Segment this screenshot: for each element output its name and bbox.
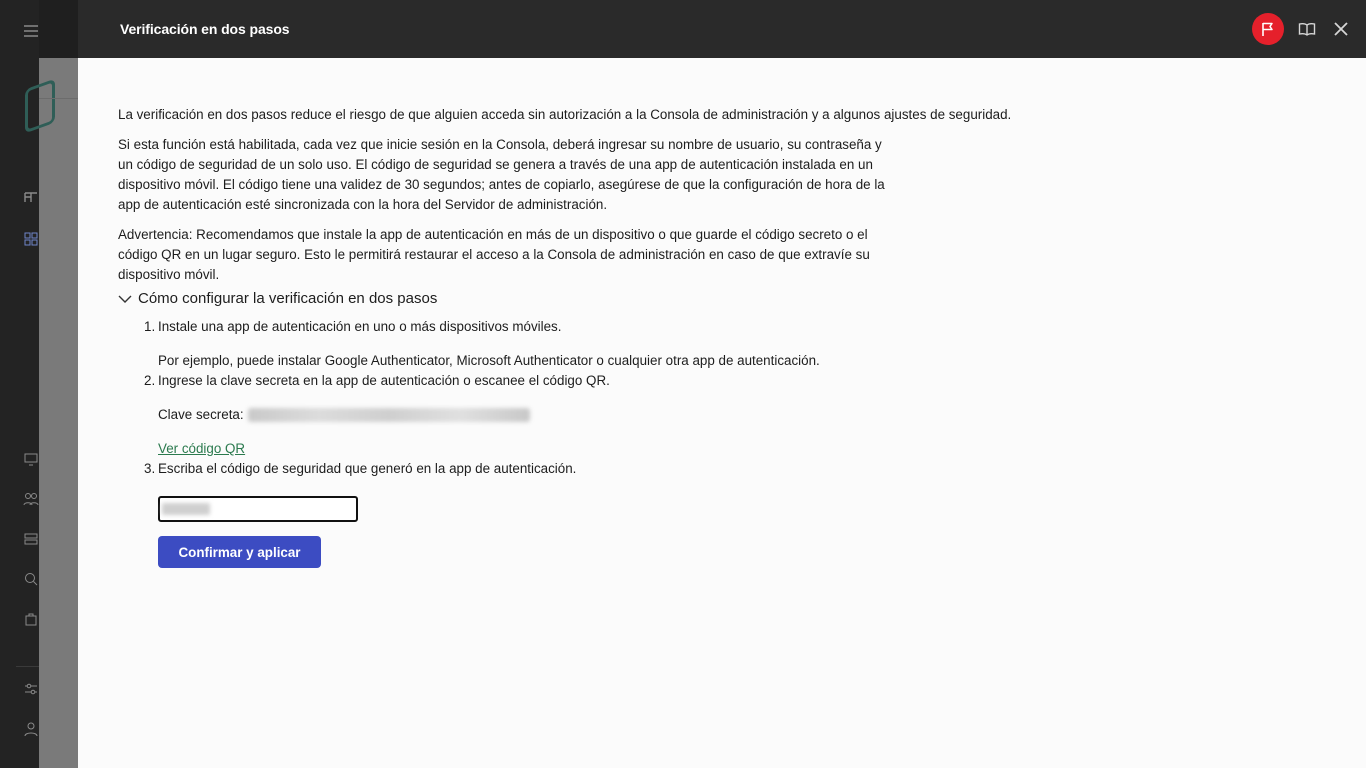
header-actions (1252, 0, 1352, 58)
drawer-header (78, 0, 1366, 58)
howto-title: Cómo configurar la verificación en dos pasos (138, 290, 438, 307)
background-divider (39, 98, 79, 99)
security-code-input[interactable] (158, 496, 358, 522)
secret-key-label: Clave secreta: (158, 407, 244, 422)
step-2 (144, 371, 1326, 459)
view-qr-code-link[interactable]: Ver código QR (158, 441, 246, 456)
devices-icon[interactable] (22, 450, 40, 468)
background-overlay[interactable] (39, 0, 79, 768)
two-step-verification-drawer (78, 0, 1366, 768)
confirm-and-apply-button[interactable]: Confirmar y aplicar (158, 536, 321, 568)
bag-icon[interactable] (22, 610, 40, 628)
drawer-content (78, 58, 1366, 568)
step-text: Escriba el código de seguridad que generó en la app de autenticación. (158, 461, 577, 476)
chevron-down-icon (118, 294, 132, 304)
app-logo (25, 79, 55, 134)
security-code-value-redacted (162, 503, 210, 515)
secret-key-row (158, 405, 1326, 425)
account-icon[interactable] (22, 720, 40, 738)
monitoring-icon[interactable] (22, 230, 40, 248)
step-number: 1. (144, 319, 156, 334)
users-icon[interactable] (22, 490, 40, 508)
settings-sliders-icon[interactable] (22, 680, 40, 698)
book-icon (1298, 21, 1316, 37)
close-icon (1334, 22, 1348, 36)
warning-text: Advertencia: Recomendamos que instale la app de autenticación en más de un dispositivo o que guarde el código secreto o el código QR en un lugar seguro. Esto le permitirá restaurar el acceso a la Consola de administración en caso de que extravíe su dispositivo móvil. (118, 227, 870, 282)
howto-collapsible-header[interactable] (118, 289, 1326, 309)
feedback-flag-button[interactable] (1252, 13, 1284, 45)
assets-icon[interactable] (22, 530, 40, 548)
step-1 (144, 317, 1326, 371)
background-header (39, 0, 79, 58)
description-text: Si esta función está habilitada, cada vez que inicie sesión en la Consola, deberá ingresar su nombre de usuario, su contraseña y un código de seguridad de un solo uso. El código de seguridad se genera a través de una app de autenticación instalada en un dispositivo móvil. El código tiene una validez de 30 segundos; antes de copiarlo, asegúrese de que la configuración de hora de la app de autenticación esté sincronizada con la hora del Servidor de administración. (118, 137, 885, 212)
drawer-title: Verificación en dos pasos (120, 21, 290, 37)
close-button[interactable] (1330, 18, 1352, 40)
search-icon[interactable] (22, 570, 40, 588)
step-text: Ingrese la clave secreta en la app de autenticación o escanee el código QR. (158, 373, 610, 388)
step-number: 3. (144, 461, 156, 476)
step-text: Instale una app de autenticación en uno o más dispositivos móviles. (158, 319, 562, 334)
step-number: 2. (144, 373, 156, 388)
secret-key-value-redacted (248, 408, 530, 422)
intro-text: La verificación en dos pasos reduce el riesgo de que alguien acceda sin autorización a la Consola de administración y a algunos ajustes de seguridad. (118, 107, 1012, 122)
setup-steps-list (144, 317, 1326, 568)
dashboard-icon[interactable] (22, 188, 40, 206)
menu-icon[interactable] (22, 22, 40, 40)
step-3 (144, 459, 1326, 568)
help-book-button[interactable] (1296, 18, 1318, 40)
flag-icon (1260, 21, 1276, 37)
step-example-text: Por ejemplo, puede instalar Google Authenticator, Microsoft Authenticator o cualquier otra app de autenticación. (158, 353, 820, 368)
rail-divider (16, 666, 40, 667)
